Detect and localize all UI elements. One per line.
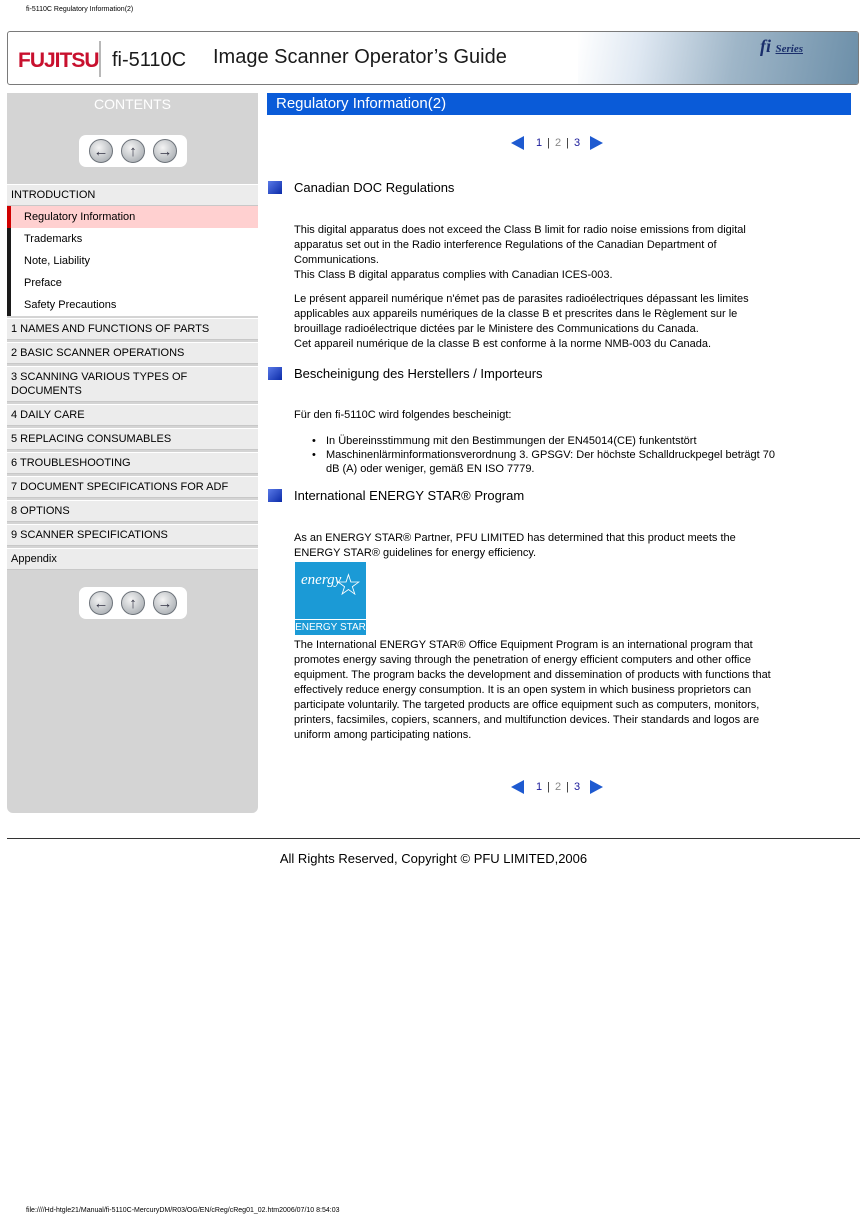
toc-chapter-2[interactable]: 2 BASIC SCANNER OPERATIONS: [7, 342, 258, 364]
blue-square-icon: [268, 181, 282, 194]
toc-chapter-8[interactable]: 8 OPTIONS: [7, 500, 258, 522]
top-nav-buttons: [79, 135, 187, 167]
page-link-1[interactable]: 1: [536, 781, 543, 793]
header-divider: [99, 41, 101, 77]
prev-page-icon[interactable]: [511, 780, 524, 794]
header-decoration: [578, 32, 859, 85]
energy-paragraph-1: As an ENERGY STAR® Partner, PFU LIMITED has determined that this product meets the ENERGY STAR® guidelines for energy efficiency.: [294, 532, 736, 559]
list-item: • Maschinenlärminformationsverordnung 3. GPSGV: Der höchste Schalldruckpegel beträgt 70 dB (A) oder weniger, gemäß EN ISO 7779.: [312, 449, 775, 475]
forward-arrow-icon[interactable]: →: [153, 139, 177, 163]
next-page-icon[interactable]: [590, 136, 603, 150]
toc-introduction[interactable]: INTRODUCTION: [7, 184, 258, 206]
contents-title: CONTENTS: [94, 96, 171, 112]
bottom-nav-buttons: [79, 587, 187, 619]
section-heading-canada: Canadian DOC Regulations: [268, 180, 454, 195]
toc-chapter-1[interactable]: 1 NAMES AND FUNCTIONS OF PARTS: [7, 318, 258, 340]
toc-appendix[interactable]: Appendix: [7, 548, 258, 570]
forward-arrow-icon[interactable]: →: [153, 591, 177, 615]
up-arrow-icon[interactable]: ↑: [121, 591, 145, 615]
toc-regulatory-information[interactable]: Regulatory Information: [7, 206, 258, 228]
fujitsu-logo: FUJITSU: [18, 49, 99, 72]
prev-page-icon[interactable]: [511, 136, 524, 150]
toc-chapter-3[interactable]: 3 SCANNING VARIOUS TYPES OF DOCUMENTS: [7, 366, 258, 402]
next-page-icon[interactable]: [590, 780, 603, 794]
canada-text-fr: [294, 292, 784, 352]
toc-menu: [7, 184, 258, 570]
pager-separator: |: [566, 137, 569, 149]
model-name: fi-5110C: [112, 49, 187, 71]
canada-text: [294, 223, 784, 283]
back-arrow-icon[interactable]: ←: [89, 591, 113, 615]
page-current-2: 2: [554, 137, 562, 149]
copyright: All Rights Reserved, Copyright © PFU LIMITED,2006: [279, 851, 588, 866]
page-link-3[interactable]: 3: [573, 781, 581, 793]
guide-title: Image Scanner Operator’s Guide: [213, 46, 507, 68]
toc-chapter-5[interactable]: 5 REPLACING CONSUMABLES: [7, 428, 258, 450]
page-link-1[interactable]: 1: [536, 137, 543, 149]
footer-divider: [7, 838, 860, 839]
germany-intro: Für den fi-5110C wird folgendes bescheinigt:: [294, 409, 512, 421]
blue-square-icon: [268, 489, 282, 502]
back-arrow-icon[interactable]: ←: [89, 139, 113, 163]
section-heading-energy-star: International ENERGY STAR® Program: [268, 488, 524, 503]
canada-paragraph-en: This digital apparatus does not exceed the Class B limit for radio noise emissions from digital apparatus set out in the Radio interference Regulations of the Canadian Department of Communications.: [294, 224, 746, 266]
sidebar: [7, 93, 258, 813]
pager-top: [511, 136, 603, 150]
pager-separator: |: [547, 781, 550, 793]
energy-star-logo: energy ☆ ENERGY STAR: [295, 562, 366, 635]
section-heading-germany: Bescheinigung des Herstellers / Importeurs: [268, 366, 543, 381]
fi-series-badge: fi Series: [760, 36, 803, 56]
page-tab-title: fi-5110C Regulatory Information(2): [26, 6, 134, 13]
up-arrow-icon[interactable]: ↑: [121, 139, 145, 163]
germany-bullets: [310, 434, 790, 476]
star-icon: ☆: [335, 569, 362, 602]
pager-separator: |: [566, 781, 569, 793]
toc-chapter-4[interactable]: 4 DAILY CARE: [7, 404, 258, 426]
canada-paragraph-fr-2: Cet appareil numérique de la classe B est conforme à la norme NMB-003 du Canada.: [294, 338, 712, 350]
toc-chapter-7[interactable]: 7 DOCUMENT SPECIFICATIONS FOR ADF: [7, 476, 258, 498]
energy-paragraph-2: The International ENERGY STAR® Office Equipment Program is an international program that promotes energy saving through the penetration of energy efficient computers and other office equipment. The program backs the development and dissemination of products with functions that effectively reduce energy consumption. It is an open system in which business proprietors can participate voluntarily. The targeted products are office equipment such as computers, monitors, printers, facsimiles, copiers, scanners, and multifunction devices. Their standards and logos are uniform among participating nations.: [294, 639, 771, 741]
page-current-2: 2: [554, 781, 562, 793]
header-banner: [7, 31, 859, 85]
toc-safety-precautions[interactable]: Safety Precautions: [7, 294, 258, 316]
toc-trademarks[interactable]: Trademarks: [7, 228, 258, 250]
canada-paragraph-en-2: This Class B digital apparatus complies with Canadian ICES-003.: [294, 269, 613, 281]
footer-url: file:////Hd-htgle21/Manual/fi-5110C-MercuryDM/R03/OG/EN/cReg/cReg01_02.htm2006/07/10 8:54:03: [26, 1207, 340, 1214]
canada-paragraph-fr: Le présent appareil numérique n'émet pas de parasites radioélectriques dépassant les limites applicables aux appareils numériques de la classe B et prescrites dans le Règlement sur le brouillage radioélectrique dictées par le Ministere des Communications du Canada.: [294, 293, 749, 335]
toc-preface[interactable]: Preface: [7, 272, 258, 294]
toc-note-liability[interactable]: Note, Liability: [7, 250, 258, 272]
page-title: Regulatory Information(2): [267, 93, 851, 115]
pager-bottom: [511, 780, 603, 794]
pager-separator: |: [547, 137, 550, 149]
page-link-3[interactable]: 3: [573, 137, 581, 149]
toc-chapter-6[interactable]: 6 TROUBLESHOOTING: [7, 452, 258, 474]
toc-chapter-9[interactable]: 9 SCANNER SPECIFICATIONS: [7, 524, 258, 546]
blue-square-icon: [268, 367, 282, 380]
list-item: • In Übereinsstimmung mit den Bestimmungen der EN45014(CE) funkentstört: [312, 435, 697, 447]
